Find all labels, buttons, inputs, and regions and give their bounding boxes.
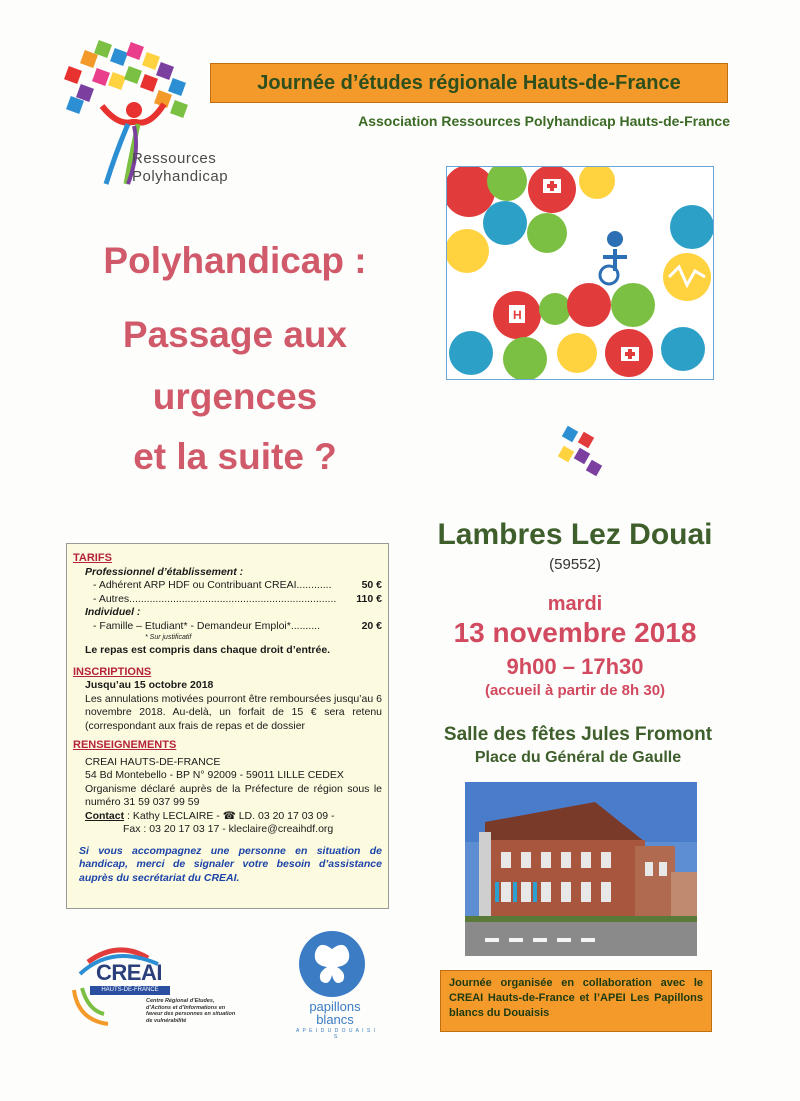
event-venue: Salle des fêtes Jules Fromont xyxy=(443,724,713,745)
medical-icons xyxy=(447,167,714,380)
creai-name: CREAI xyxy=(96,960,162,985)
renseignements-org: CREAI HAUTS-DE-FRANCE xyxy=(85,755,221,768)
venue-photo xyxy=(465,782,697,956)
tarif-label: - Adhérent ARP HDF ou Contribuant CREAI............ xyxy=(93,579,332,591)
renseignements-fax: Fax : 03 20 17 03 17 - kleclaire@creaihdf.org xyxy=(123,823,334,835)
svg-text:H: H xyxy=(513,308,522,322)
event-hours: 9h00 – 17h30 xyxy=(506,654,644,679)
tarifs-pro-heading: Professionnel d’établissement : xyxy=(85,565,244,578)
tarif-price: 50 € xyxy=(361,579,382,591)
event-city: Lambres Lez Douai xyxy=(437,518,713,551)
renseignements-address: 54 Bd Montebello - BP N° 92009 - 59011 LILLE CEDEX xyxy=(85,769,344,781)
title-line1: Polyhandicap : xyxy=(103,240,367,281)
tarifs-meal: Le repas est compris dans chaque droit d’entrée. xyxy=(85,644,331,656)
tarifs-row xyxy=(85,579,382,593)
butterfly-icon xyxy=(299,931,365,997)
tarifs-row xyxy=(85,620,382,634)
medical-illustration xyxy=(446,166,714,380)
title-line2: Passage aux xyxy=(122,314,348,355)
tarifs-title: TARIFS xyxy=(73,552,112,564)
creai-subtitle: Centre Régional d’Etudes, d’Actions et d’Informations en faveur des personnes en situation de vulnérabilité xyxy=(146,998,236,1024)
collaboration-box: Journée organisée en collaboration avec le CREAI Hauts-de-France et l’APEI Les Papillons blancs du Douaisis xyxy=(440,970,712,1032)
logo-line2: Polyhandicap xyxy=(132,168,229,185)
event-weekday: mardi xyxy=(547,593,603,615)
assistance-notice: Si vous accompagnez une personne en situation de handicap, merci de signaler votre besoin d’assistance auprès du secrétariat du CREAI. xyxy=(79,844,382,884)
event-welcome: (accueil à partir de 8h 30) xyxy=(484,682,666,699)
tarifs-row xyxy=(85,593,382,607)
decorative-squares xyxy=(558,424,608,480)
tarif-label: - Famille – Etudiant* - Demandeur Emploi*.......... xyxy=(93,619,321,632)
papillons-line2: blancs xyxy=(316,1012,354,1027)
inscriptions-deadline: Jusqu’au 15 octobre 2018 xyxy=(85,679,214,691)
renseignements-title: RENSEIGNEMENTS xyxy=(73,739,177,751)
inscriptions-text: Les annulations motivées pourront être remboursées jusqu’au 6 novembre 2018. Au-delà, un forfait de 15 € sera retenu (correspondant aux frais de repas et de dossier xyxy=(85,692,382,732)
title-line4: et la suite ? xyxy=(133,436,337,477)
papillons-small: A P E I D U D O U A I S I S xyxy=(296,1028,376,1040)
contact-text: : Kathy LECLAIRE - ☎ LD. 03 20 17 03 09 - xyxy=(127,809,335,822)
tarif-price: 20 € xyxy=(361,619,382,632)
building-photo xyxy=(465,782,697,956)
tarifs-ind-heading: Individuel : xyxy=(85,606,141,618)
title-line3: urgences xyxy=(152,376,318,417)
tarifs-footnote: * Sur justificatif xyxy=(145,634,192,641)
tarif-price: 110 € xyxy=(356,592,382,605)
renseignements-contact xyxy=(85,810,382,824)
inscriptions-title: INSCRIPTIONS xyxy=(73,665,152,678)
event-date: 13 novembre 2018 xyxy=(453,617,697,648)
papillons-logo xyxy=(299,931,365,997)
event-postcode: (59552) xyxy=(549,556,601,573)
contact-label: Contact xyxy=(85,809,125,822)
event-address: Place du Général de Gaulle xyxy=(474,749,682,766)
renseignements-declared: Organisme déclaré auprès de la Préfecture de région sous le numéro 31 59 037 99 59 xyxy=(85,782,382,808)
info-box xyxy=(66,543,389,909)
logo-text xyxy=(132,150,228,186)
papillons-line1: papillons xyxy=(309,999,361,1014)
tarif-label: - Autres....................................................................... xyxy=(93,592,337,605)
papillons-text xyxy=(290,1000,380,1026)
header-banner: Journée d’études régionale Hauts-de-France xyxy=(210,63,728,103)
association-name: Association Ressources Polyhandicap Hauts-de-France xyxy=(358,113,730,129)
creai-band: HAUTS-DE-FRANCE xyxy=(90,986,170,995)
logo-line1: Ressources xyxy=(132,150,217,167)
